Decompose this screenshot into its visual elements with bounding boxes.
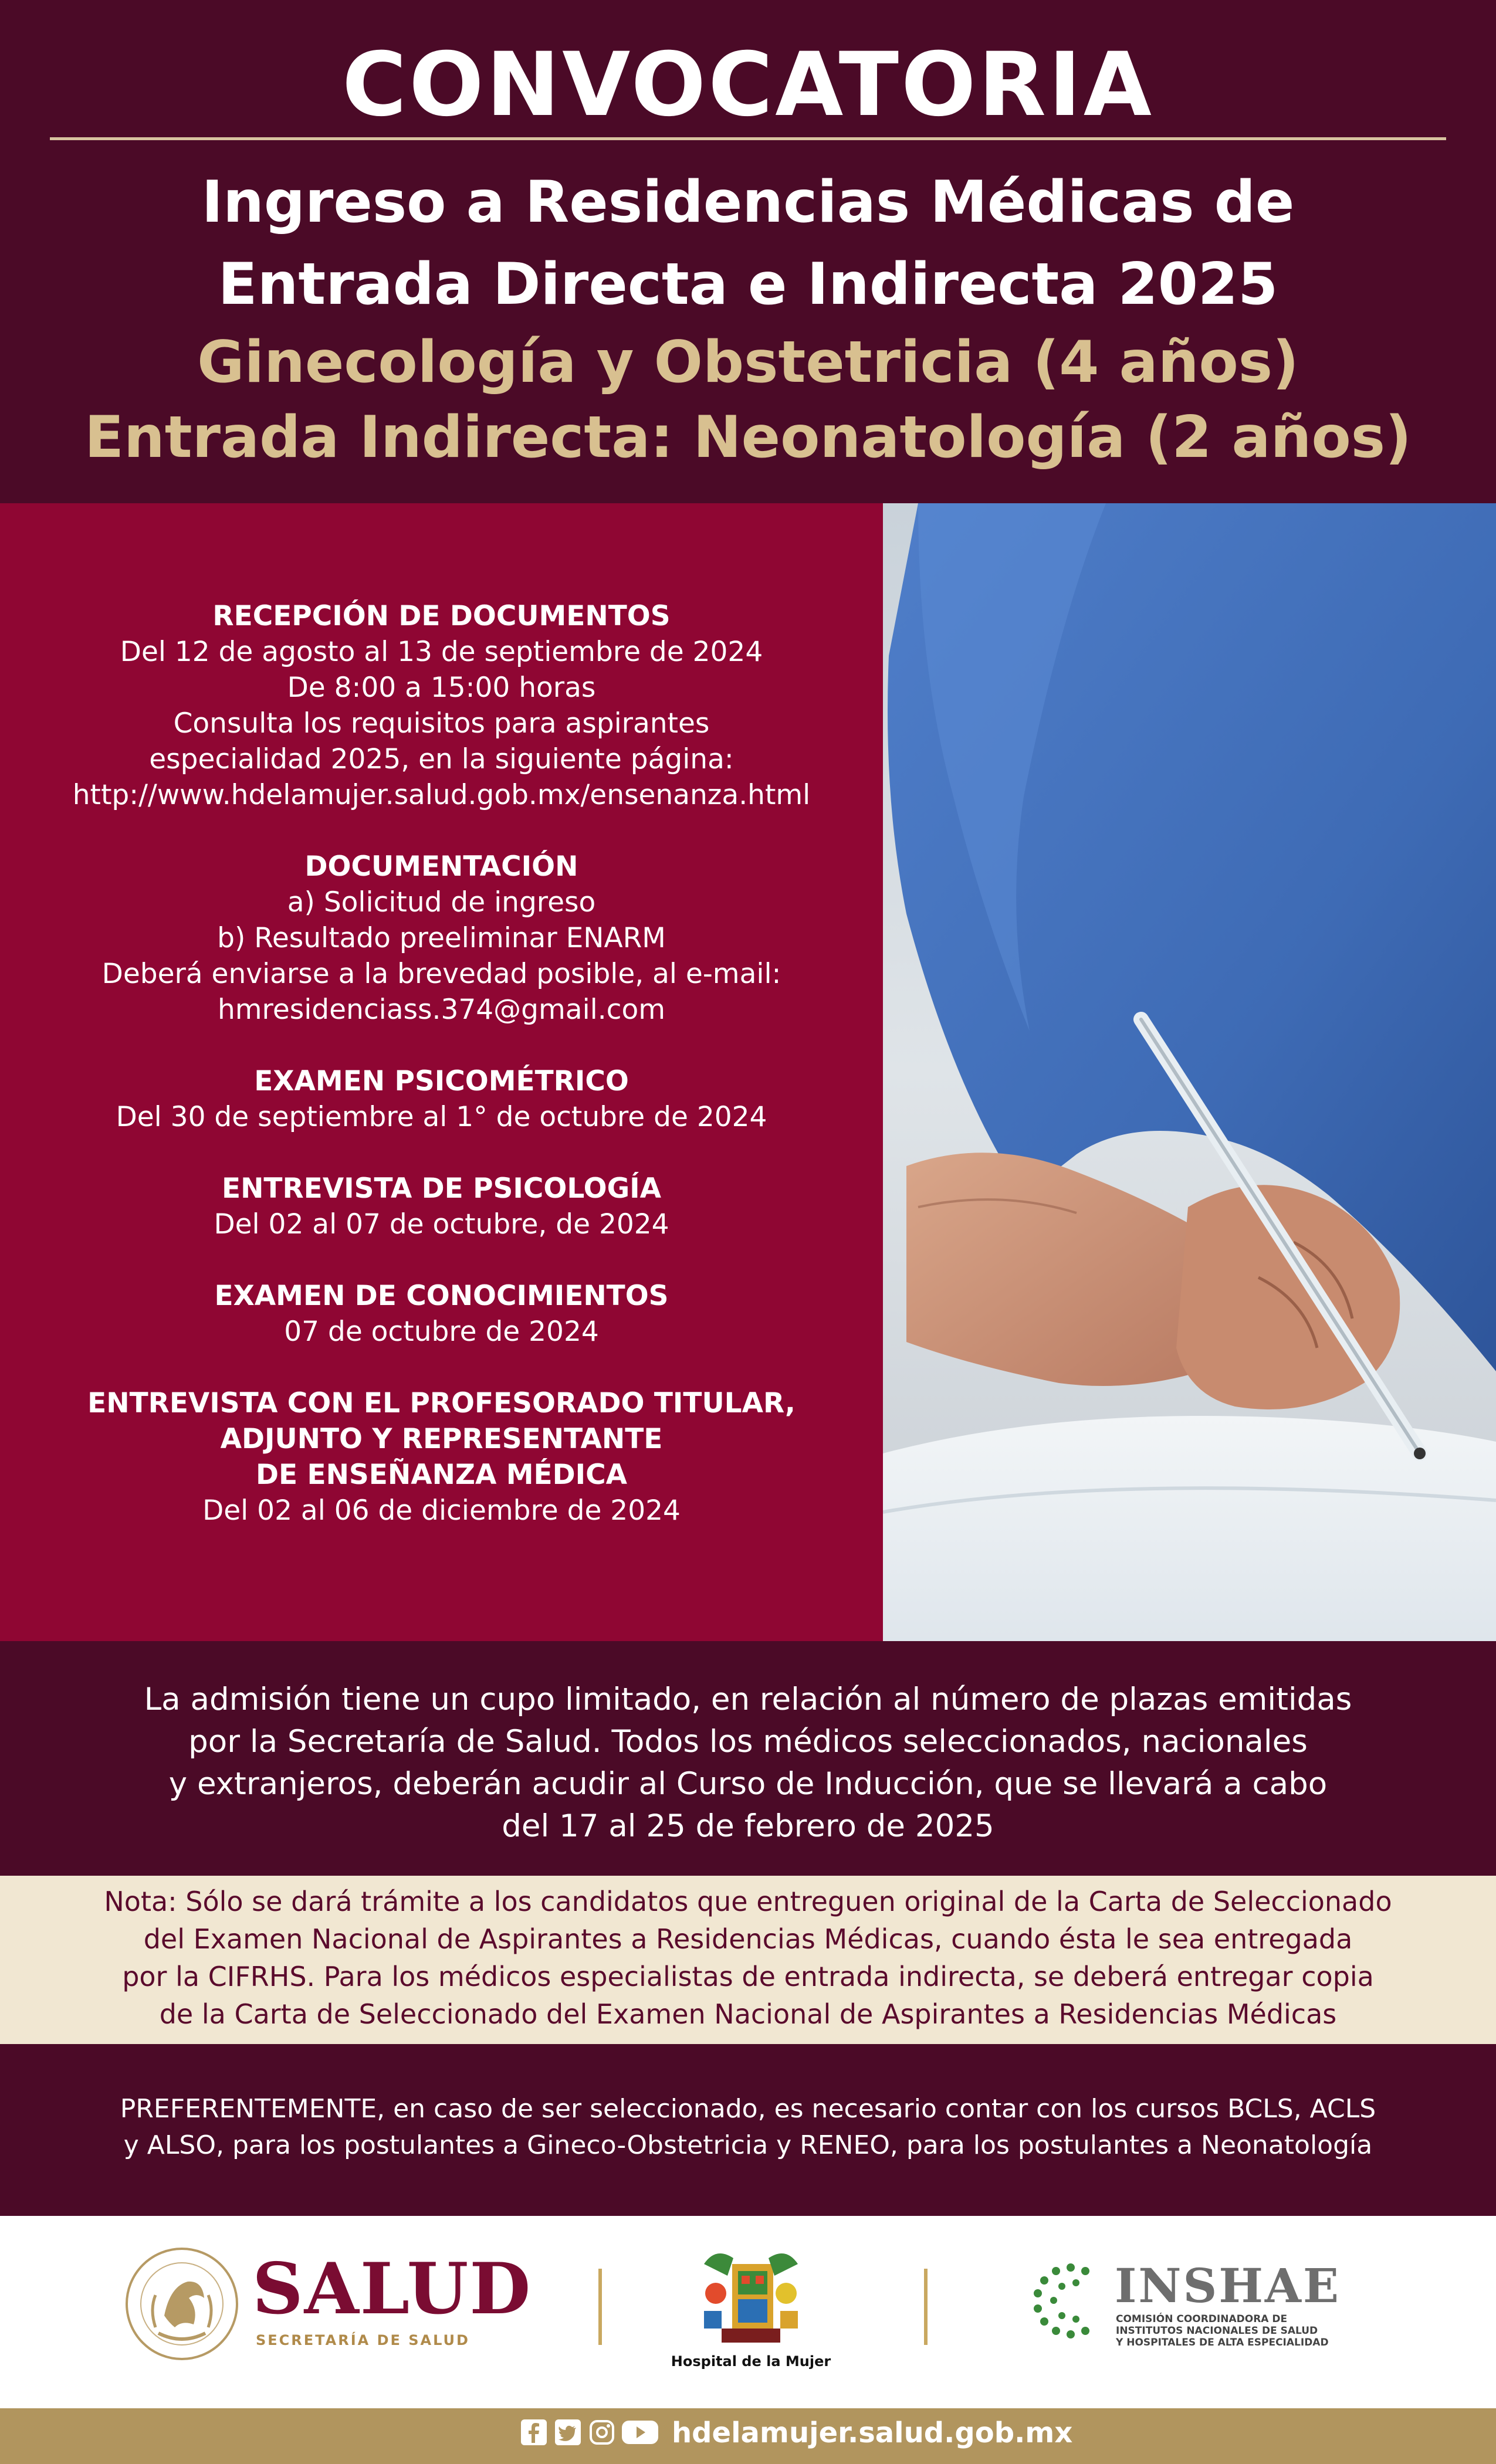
salud-logo-text: SALUD — [252, 2248, 532, 2330]
section-heading: ADJUNTO Y REPRESENTANTE — [220, 1423, 663, 1455]
logo-divider — [598, 2269, 602, 2345]
preferente-text — [35, 2091, 1461, 2164]
section-heading: EXAMEN DE CONOCIMIENTOS — [214, 1280, 669, 1312]
inshae-logo-icon — [1033, 2263, 1109, 2339]
hospital-mujer-logo-icon — [681, 2241, 821, 2352]
section-heading: EXAMEN PSICOMÉTRICO — [254, 1065, 629, 1097]
section-heading: RECEPCIÓN DE DOCUMENTOS — [212, 600, 671, 632]
salud-logo-subtitle: SECRETARÍA DE SALUD — [256, 2332, 470, 2348]
hospital-mujer-label: Hospital de la Mujer — [671, 2353, 831, 2370]
inshae-logo-subtitle — [1116, 2313, 1329, 2348]
instagram-icon[interactable] — [589, 2419, 615, 2445]
section-heading: ENTREVISTA DE PSICOLOGÍA — [221, 1172, 662, 1205]
section-heading: ENTREVISTA CON EL PROFESORADO TITULAR, — [87, 1387, 796, 1419]
section-entrevista-profesorado — [12, 1385, 871, 1528]
inshae-logo-text: INSHAE — [1115, 2258, 1341, 2313]
section-line: Del 02 al 07 de octubre, de 2024 — [214, 1208, 669, 1241]
specialty-line-1: Ginecología y Obstetricia (4 años) — [197, 329, 1299, 396]
note-line: Nota: Sólo se dará trámite a los candidatos que entreguen original de la Carta de Seleccionado — [104, 1886, 1392, 1917]
admission-line: La admisión tiene un cupo limitado, en relación al número de plazas emitidas — [144, 1682, 1352, 1717]
section-line: Del 12 de agosto al 13 de septiembre de 2024 — [120, 636, 763, 668]
preferente-line: PREFERENTEMENTE, en caso de ser seleccionado, es necesario contar con los cursos BCLS, ACLS — [120, 2094, 1376, 2124]
admission-text — [47, 1679, 1449, 1848]
section-line: Consulta los requisitos para aspirantes — [173, 707, 710, 740]
preferente-line: y ALSO, para los postulantes a Gineco-Obstetricia y RENEO, para los postulantes a Neonatología — [123, 2130, 1373, 2160]
section-line: Del 02 al 06 de diciembre de 2024 — [202, 1494, 681, 1527]
section-line: Del 30 de septiembre al 1° de octubre de 2024 — [116, 1101, 767, 1133]
requirements-link[interactable]: http://www.hdelamujer.salud.gob.mx/ensenanza.html — [72, 779, 811, 811]
subtitle-line-2: Entrada Directa e Indirecta 2025 — [218, 251, 1278, 318]
admission-line: y extranjeros, deberán acudir al Curso de Inducción, que se llevará a cabo — [168, 1766, 1328, 1802]
facebook-icon[interactable] — [521, 2419, 547, 2445]
title-divider — [50, 137, 1446, 140]
youtube-icon[interactable] — [622, 2419, 658, 2445]
schedule-list — [12, 598, 871, 1564]
section-line: De 8:00 a 15:00 horas — [287, 672, 596, 704]
section-line: b) Resultado preeliminar ENARM — [217, 922, 666, 954]
section-entrevista-psicologia — [12, 1171, 871, 1242]
admission-line: del 17 al 25 de febrero de 2025 — [502, 1808, 994, 1844]
inshae-subtitle-line: Y HOSPITALES DE ALTA ESPECIALIDAD — [1116, 2337, 1329, 2348]
poster-title: CONVOCATORIA — [342, 34, 1154, 136]
section-examen-psicometrico — [12, 1063, 871, 1135]
mexico-seal-icon — [123, 2245, 241, 2363]
section-heading: DE ENSEÑANZA MÉDICA — [256, 1459, 627, 1491]
section-line: Deberá enviarse a la brevedad posible, al e-mail: — [101, 958, 781, 990]
subtitle-line-1: Ingreso a Residencias Médicas de — [201, 169, 1295, 236]
admission-line: por la Secretaría de Salud. Todos los médicos seleccionados, nacionales — [188, 1724, 1308, 1760]
section-recepcion — [12, 598, 871, 813]
website-link[interactable]: hdelamujer.salud.gob.mx — [672, 2416, 1073, 2449]
note-text — [23, 1883, 1473, 2033]
inshae-subtitle-line: COMISIÓN COORDINADORA DE — [1116, 2313, 1288, 2325]
photo-writing-hand — [883, 503, 1496, 1641]
twitter-icon[interactable] — [555, 2419, 581, 2445]
section-examen-conocimientos — [12, 1278, 871, 1350]
specialty-line-2: Entrada Indirecta: Neonatología (2 años) — [84, 404, 1412, 471]
section-line: 07 de octubre de 2024 — [284, 1316, 599, 1348]
logo-divider — [924, 2269, 928, 2345]
section-line: especialidad 2025, en la siguiente página: — [149, 743, 734, 775]
inshae-subtitle-line: INSTITUTOS NACIONALES DE SALUD — [1116, 2325, 1318, 2337]
section-documentacion — [12, 849, 871, 1028]
note-line: por la CIFRHS. Para los médicos especialistas de entrada indirecta, se deberá entregar copia — [122, 1961, 1374, 1992]
section-line: a) Solicitud de ingreso — [287, 886, 596, 919]
note-line: de la Carta de Seleccionado del Examen Nacional de Aspirantes a Residencias Médicas — [159, 1998, 1337, 2030]
note-line: del Examen Nacional de Aspirantes a Residencias Médicas, cuando ésta le sea entregada — [143, 1923, 1353, 1955]
section-heading: DOCUMENTACIÓN — [304, 850, 578, 883]
contact-email-link[interactable]: hmresidenciass.374@gmail.com — [217, 994, 666, 1026]
